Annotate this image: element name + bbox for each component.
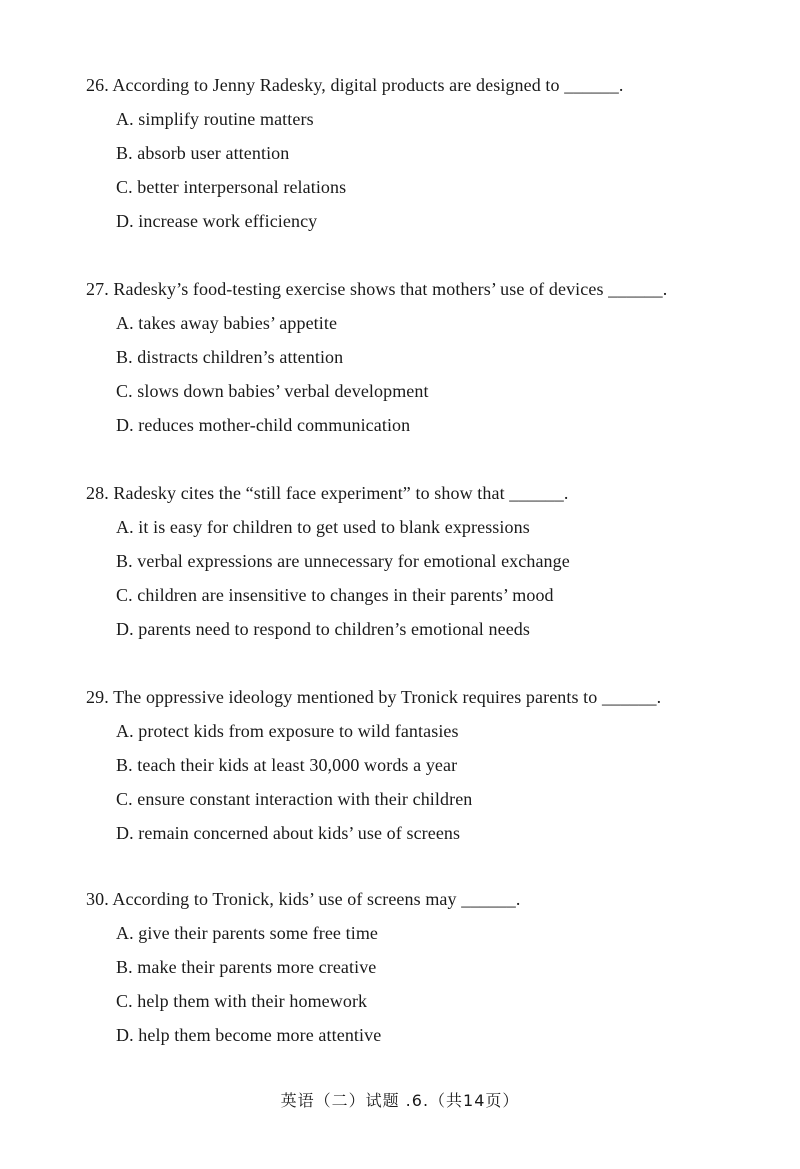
option-b: B. make their parents more creative: [116, 957, 377, 977]
option-list: [86, 923, 776, 1045]
question-stem: 29. The oppressive ideology mentioned by Tronick requires parents to ______.: [86, 687, 662, 707]
question-stem: 28. Radesky cites the “still face experiment” to show that ______.: [86, 483, 569, 503]
option-list: [86, 109, 776, 231]
option-d: D. reduces mother-child communication: [116, 415, 411, 435]
option-b: B. distracts children’s attention: [116, 347, 344, 367]
question-28: [86, 483, 776, 639]
option-a: A. simplify routine matters: [116, 109, 314, 129]
option-b: B. absorb user attention: [116, 143, 290, 163]
option-list: [86, 721, 776, 843]
option-a: A. protect kids from exposure to wild fantasies: [116, 721, 459, 741]
option-list: [86, 517, 776, 639]
option-d: D. help them become more attentive: [116, 1025, 382, 1045]
question-30: [86, 889, 776, 1045]
option-list: [86, 313, 776, 435]
option-c: C. slows down babies’ verbal development: [116, 381, 429, 401]
question-27: [86, 279, 776, 435]
question-29: [86, 687, 776, 843]
option-d: D. parents need to respond to children’s emotional needs: [116, 619, 530, 639]
option-d: D. increase work efficiency: [116, 211, 318, 231]
option-a: A. takes away babies’ appetite: [116, 313, 338, 333]
option-c: C. help them with their homework: [116, 991, 368, 1011]
option-b: B. teach their kids at least 30,000 words a year: [116, 755, 458, 775]
option-b: B. verbal expressions are unnecessary for emotional exchange: [116, 551, 570, 571]
option-a: A. give their parents some free time: [116, 923, 379, 943]
question-stem: 30. According to Tronick, kids’ use of screens may ______.: [86, 889, 521, 909]
page-footer: 英语（二）试题 .6.（共14页）: [280, 1091, 520, 1110]
option-c: C. better interpersonal relations: [116, 177, 347, 197]
option-d: D. remain concerned about kids’ use of screens: [116, 823, 461, 843]
option-a: A. it is easy for children to get used to blank expressions: [116, 517, 530, 537]
question-26: [86, 75, 776, 231]
option-c: C. ensure constant interaction with their children: [116, 789, 473, 809]
question-stem: 27. Radesky’s food-testing exercise shows that mothers’ use of devices ______.: [86, 279, 668, 299]
option-c: C. children are insensitive to changes in their parents’ mood: [116, 585, 554, 605]
question-stem: 26. According to Jenny Radesky, digital products are designed to ______.: [86, 75, 624, 95]
